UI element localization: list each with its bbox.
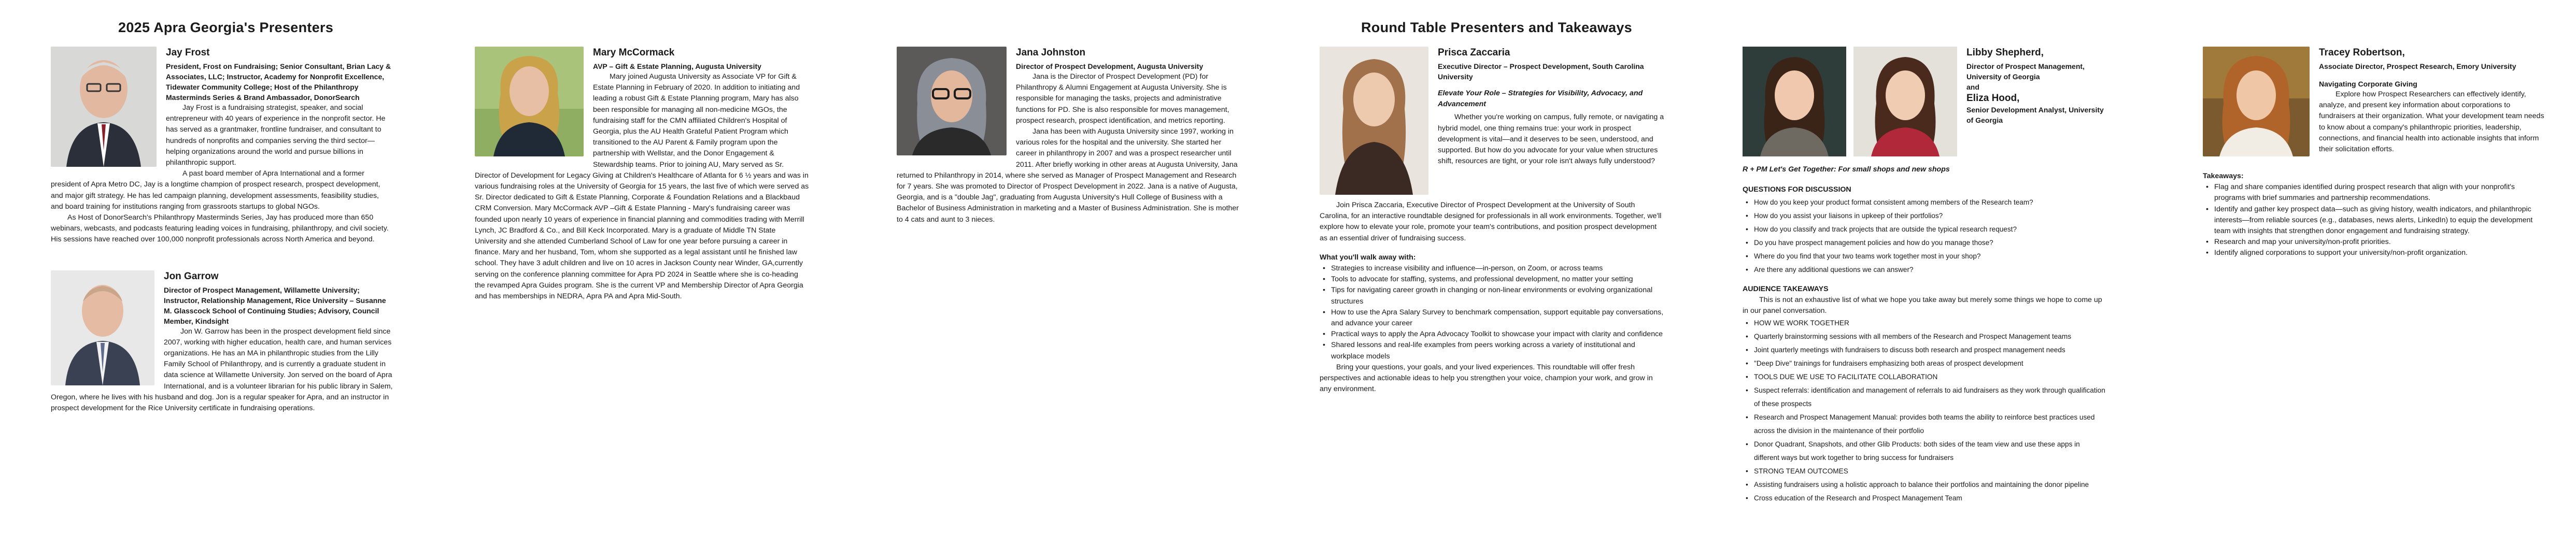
list-item: • Strategies to increase visibility and influence—in-person, on Zoom, or across teams — [1320, 263, 1666, 274]
column-zaccaria — [1320, 47, 1666, 395]
mary-mccormack-name: Mary McCormack — [593, 47, 675, 58]
libby-shepherd-title: Director of Prospect Management, University of Georgia — [1966, 62, 2085, 81]
jana-johnston-bio-1: Jana is the Director of Prospect Development (PD) for Philanthropy & Alumni Engagement at Augusta University. She is responsible for managing the tasks, projects and administrative functions for PD. She is also responsible for moves management, prospect research, prospect identification, and metrics reporting. — [1016, 73, 1229, 125]
list-item: • How do you assist your liaisons in upkeep of their portfolios? — [1743, 209, 2105, 223]
zaccaria-abstract: Whether you're working on campus, fully remote, or navigating a hybrid model, one thing remains true: your work in prospect development is vital—and it deserves to be seen, understood, and supported. But how do you advocate for your value when structures shift, resources are tight, or your role isn't always fully understood? — [1438, 113, 1664, 166]
tracey-robertson-photo — [2203, 47, 2310, 156]
questions-list — [1743, 196, 2105, 277]
mary-mccormack-bio: Mary joined Augusta University as Associate VP for Gift & Estate Planning in February of 2020. In addition to initiating and leading a robust Gift & Estate Planning program, Mary has also been responsible for managing all non-medicine MGOs, the fundraising staff for the CMN affiliated Children's Hospital of Georgia, plus the AU Health Grateful Patient Program which transitioned to the AU Parent & Family program upon the partnership with Wellstar, and the Donor Engagement & Stewardship teams. Prior to joining AU, Mary served as Sr. Director of Development for Legacy Giving at Children's Healthcare of Atlanta for 6 ½ years and was in various fundraising roles at the University of Georgia for 15 years, the last five of which were served as Sr. Director dedicated to Gift & Estate Planning, Corporate & Foundation Relations and a Blackbaud CRM Conversion. Mary McCormack AVP –Gift & Estate Planning - Mary's fundraising career was founded upon nearly 10 years of experience in financial planning and commodities trading with Merrill Lynch, JC Bradford & Co., and Bill Keck Incorporated. Mary is a graduate of Middle TN State University and she attended Cumberland School of Law for one year before pursuing a career in finance. Mary and her husband, Tom, whom she supported as a legal assistant until he finished law school. They have 3 adult children and live on 10 acres in Jackson County near Winder, GA,currently serving on the conference planning committee for Apra PD 2024 in Seattle where she is co-heading the revamped Apra Guides program. She is the current VP and Membership Director of Apra Georgia and has memberships in NEDRA, Apra PA and Apra Mid-South. — [475, 73, 809, 301]
zaccaria-walkaway-list — [1320, 263, 1666, 362]
jay-frost-bio-3: As Host of DonorSearch's Philanthropy Masterminds Series, Jay has produced more than 650 webinars, webcasts, and podcasts featuring leading voices in fundraising, philanthropy, and civil society. His sessions have reached over 100,000 nonprofit professionals across North America and beyond. — [51, 213, 389, 244]
questions-heading: QUESTIONS FOR DISCUSSION — [1743, 185, 1851, 194]
libby-shepherd-name: Libby Shepherd, — [1966, 47, 2044, 58]
jon-garrow-photo — [51, 270, 154, 385]
presenters-title: 2025 Apra Georgia's Presenters — [118, 20, 334, 35]
column-mccormack — [475, 47, 810, 302]
tracey-robertson-title: Associate Director, Prospect Research, Emory University — [2319, 62, 2516, 70]
jon-garrow-name: Jon Garrow — [164, 270, 219, 282]
list-item: • Tools to advocate for staffing, systems, and professional development, no matter your setting — [1320, 274, 1666, 285]
list-item: • Identify and gather key prospect data—such as giving history, wealth indicators, and philanthropic interests—from reliable sources (e.g., databases, news alerts, LinkedIn) to equip the development team with insights that strengthen donor engagement and fundraising strategy. — [2203, 204, 2545, 237]
robertson-session-title: Navigating Corporate Giving — [2319, 80, 2417, 88]
jay-frost-title: President, Frost on Fundraising; Senior Consultant, Brian Lacy & Associates, LLC; Instructor, Academy for Nonprofit Excellence, Tidewater Community College; Host of the Philanthropy Masterminds Series & Brand Ambassador, DonorSearch — [166, 62, 391, 102]
list-item: • Suspect referrals: identification and management of referrals to aid fundraisers as they work through qualification of these prospects — [1743, 384, 2105, 411]
list-item: • Joint quarterly meetings with fundraisers to discuss both research and prospect management needs — [1743, 343, 2105, 357]
outline-heading: • HOW WE WORK TOGETHER — [1743, 316, 2105, 330]
list-item: • Where do you find that your two teams work together most in your shop? — [1743, 250, 2105, 263]
list-item: • "Deep Dive" trainings for fundraisers emphasizing both areas of prospect development — [1743, 357, 2105, 370]
zaccaria-session-title: Elevate Your Role – Strategies for Visibility, Advocacy, and Advancement — [1438, 89, 1643, 109]
audience-takeaways-outline — [1743, 316, 2105, 505]
audience-takeaways-heading: AUDIENCE TAKEAWAYS — [1743, 284, 1829, 293]
jay-frost-bio-2: A past board member of Apra International and a former president of Apra Metro DC, Jay is a longtime champion of prospect research, prospect development, and major gift strategy. He has led campaign planning, development assessments, feasibility studies, and board training for institutions ranging from grassroots startups to global NGOs. — [51, 169, 380, 211]
jay-frost-bio-1: Jay Frost is a fundraising strategist, speaker, and social entrepreneur with 40 years of experience in the nonprofit sector. He has served as a grantmaker, frontline fundraiser, and consultant to hundreds of nonprofits and companies serving the third sector—helping organizations around the world and pursue billions in philanthropic support. — [166, 104, 386, 167]
robertson-abstract: Explore how Prospect Researchers can effectively identify, analyze, and present key information about corporations to fundraisers at their organization. What your development team needs to know about a company's philanthropic priorities, leadership, connections, and financial health into actionable insights that inform their solicitation efforts. — [2319, 90, 2544, 154]
list-item: • Flag and share companies identified during prospect research that align with your nonprofit's programs with brief summaries and partnership recommendations. — [2203, 182, 2545, 204]
name-conjunction: and — [1966, 83, 1979, 91]
column-robertson — [2203, 47, 2545, 259]
zaccaria-walkaway-heading: What you'll walk away with: — [1320, 253, 1416, 262]
list-item: • Assisting fundraisers using a holistic approach to balance their portfolios and maintaining the donor pipeline — [1743, 478, 2105, 492]
prisca-zaccaria-photo — [1320, 47, 1428, 195]
list-item: • Cross education of the Research and Prospect Management Team — [1743, 492, 2105, 505]
list-item: • Are there any additional questions we can answer? — [1743, 263, 2105, 277]
list-item: • Do you have prospect management policies and how do you manage those? — [1743, 236, 2105, 250]
column-johnston — [897, 47, 1243, 225]
column-frost-garrow — [51, 47, 393, 414]
mary-mccormack-photo — [475, 47, 584, 156]
audience-takeaways-intro: This is not an exhaustive list of what we hope you take away but merely some things we hope to come up in our panel conversation. — [1743, 295, 2102, 315]
prisca-zaccaria-name: Prisca Zaccaria — [1438, 47, 1510, 58]
list-item: • Donor Quadrant, Snapshots, and other Glib Products: both sides of the team view and use these apps in different ways but work together to bring success for fundraisers — [1743, 438, 2105, 465]
list-item: • How do you keep your product format consistent among members of the Research team? — [1743, 196, 2105, 209]
list-item: • Practical ways to apply the Apra Advocacy Toolkit to showcase your impact with clarity and confidence — [1320, 329, 1666, 340]
jon-garrow-title: Director of Prospect Management, Willamette University; Instructor, Relationship Management, Rice University – Susanne M. Glasscock School of Continuing Studies; Advisory, Council Member, Kindsight — [164, 285, 386, 325]
list-item: • Quarterly brainstorming sessions with all members of the Research and Prospect Management teams — [1743, 330, 2105, 343]
jay-frost-name: Jay Frost — [166, 47, 210, 58]
list-item: • Shared lessons and real-life examples from peers working across a variety of institutional and workplace models — [1320, 340, 1666, 362]
list-item: • Research and Prospect Management Manual: provides both teams the ability to reinforce best practices used across the division in the maintenance of their portfolio — [1743, 411, 2105, 438]
zaccaria-bio: Join Prisca Zaccaria, Executive Director of Prospect Development at the University of South Carolina, for an interactive roundtable designed for professionals in all work environments. Together, we'll explore how to elevate your role, promote your team's contributions, and position prospect development as an essential driver of fundraising success. — [1320, 201, 1662, 242]
roundtable-title: Round Table Presenters and Takeaways — [1361, 20, 1632, 35]
shepherd-hood-photos — [1743, 47, 1957, 160]
tracey-robertson-name: Tracey Robertson, — [2319, 47, 2405, 58]
jon-garrow-bio: Jon W. Garrow has been in the prospect development field since 2007, working with higher education, health care, and human services organizations. He has an MA in philanthropic studies from the Lilly Family School of Philanthropy, and is currently a graduate student in data science at Willamette University. Jon served on the board of Apra International, and is a volunteer librarian for his public library in Salem, Oregon, where he lives with his husband and dog. Jon is a regular speaker for Apra, and an instructor in prospect development for the Rice University certificate in fundraising operations. — [51, 327, 393, 413]
outline-heading: • TOOLS DUE WE USE TO FACILITATE COLLABORATION — [1743, 370, 2105, 384]
jay-frost-photo — [51, 47, 157, 167]
eliza-hood-name: Eliza Hood, — [1966, 93, 2020, 104]
robertson-takeaways-list — [2203, 182, 2545, 258]
libby-shepherd-photo — [1743, 47, 1846, 160]
list-item: • How to use the Apra Salary Survey to benchmark compensation, support equitable pay conversations, and advance your career — [1320, 307, 1666, 329]
mary-mccormack-title: AVP – Gift & Estate Planning, Augusta University — [593, 62, 761, 70]
jana-johnston-title: Director of Prospect Development, Augusta University — [1016, 62, 1204, 70]
jana-johnston-photo — [897, 47, 1007, 155]
zaccaria-closing: Bring your questions, your goals, and your lived experiences. This roundtable will offer fresh perspectives and actionable ideas to help you strengthen your voice, champion your work, and grow in any environment. — [1320, 363, 1653, 394]
list-item: • Identify aligned corporations to support your university/non-profit organization. — [2203, 248, 2545, 258]
eliza-hood-photo — [1853, 47, 1957, 160]
jana-johnston-name: Jana Johnston — [1016, 47, 1086, 58]
list-item: • Research and map your university/non-profit priorities. — [2203, 237, 2545, 248]
prisca-zaccaria-title: Executive Director – Prospect Development, South Carolina University — [1438, 62, 1644, 81]
robertson-takeaways-heading: Takeaways: — [2203, 172, 2244, 180]
shepherd-hood-session-title: R + PM Let's Get Together: For small shops and new shops — [1743, 165, 1950, 174]
jana-johnston-bio-2: Jana has been with Augusta University since 1997, working in various roles for the hospital and the university. She started her career in philanthropy in 2007 and was a prospect researcher until 2011. After briefly working in other areas at Augusta University, Jana returned to Philanthropy in 2014, where she served as Manager of Prospect Management and Research for 7 years. She was promoted to Director of Prospect Development in 2022. Jana is a native of Augusta, Georgia, and is a "double Jag", graduating from Augusta University's Hull College of Business with a Bachelor of Business Administration in marketing and a Master of Business Administration. She is mother to 4 cats and aunt to 3 nieces. — [897, 127, 1239, 224]
list-item: • How do you classify and track projects that are outside the typical research request? — [1743, 223, 2105, 236]
outline-heading: • STRONG TEAM OUTCOMES — [1743, 465, 2105, 478]
list-item: • Tips for navigating career growth in changing or non-linear environments or evolving organizational structures — [1320, 285, 1666, 307]
column-shepherd-hood — [1743, 47, 2105, 505]
eliza-hood-title: Senior Development Analyst, University of Georgia — [1966, 106, 2104, 124]
